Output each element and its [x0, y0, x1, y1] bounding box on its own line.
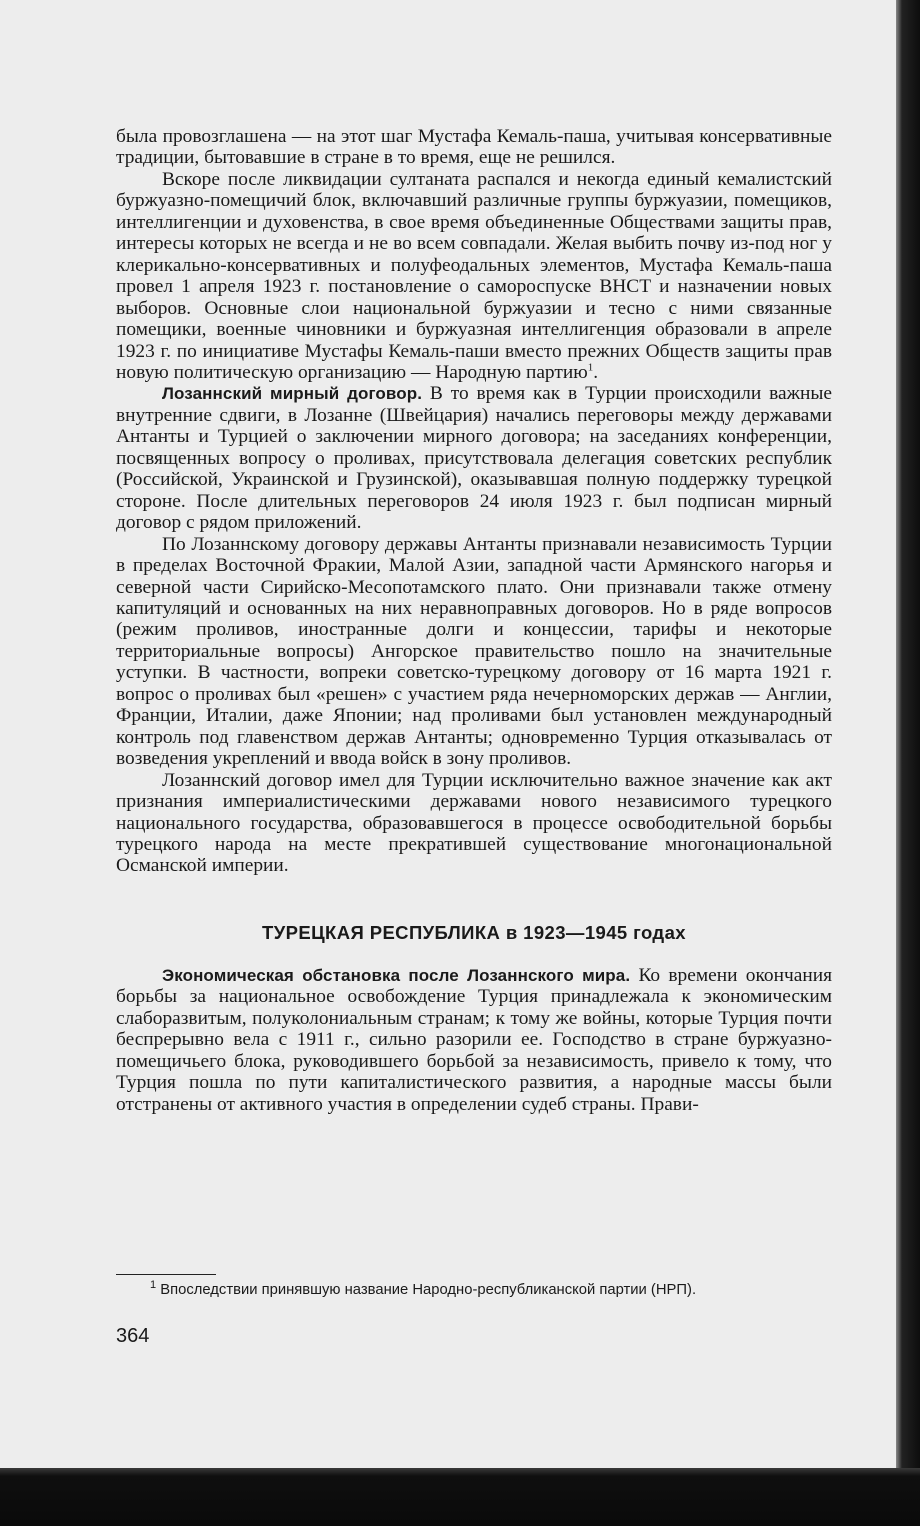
- scan-edge-right: [896, 0, 920, 1526]
- paragraph-economic-text: Ко времени окончания борьбы за национальное освобождение Турция принадлежала к экономическим слаборазвитым, полуколониальным странам; к тому же войны, которые Турция почти беспрерывно вела с 1911 г., сильно разорили ее. Господство в стране буржуазно-помещичьего блока, руководившего борьбой за независимость, привело к тому, что Турция пошла по пути капиталистического развития, а народные массы были отстранены от активного участия в определении судеб страны. Прави-: [116, 964, 832, 1115]
- page-body: [116, 126, 832, 1115]
- run-in-heading-economy: Экономическая обстановка после Лозаннского мира.: [162, 965, 631, 985]
- paragraph-economic-situation: [116, 965, 832, 1115]
- paragraph-sultanate: Вскоре после ликвидации султаната распался и некогда единый кемалистский буржуазно-помещичий блок, включавший различные группы буржуазии, помещиков, интеллигенции и духовенства, в свое время объединенные Обществами защиты прав, интересы которых не всегда и не во всем совпадали. Желая выбить почву из-под ног у клерикально-консервативных и полуфеодальных элементов, Мустафа Кемаль-паша провел 1 апреля 1923 г. постановление о самороспуске ВНСТ и назначении новых выборов. Основные слои национальной буржуазии и тесно с ними связанные помещики, военные чиновники и буржуазная интеллигенция образовали в апреле 1923 г. по инициативе Мустафы Кемаль-паши вместо прежних Обществ защиты прав новую политическую организацию — Народную партию$^1$.: [116, 168, 832, 383]
- page-number: 364: [116, 1325, 150, 1347]
- paragraph-sultanate-text: Вскоре после ликвидации султаната распался и некогда единый кемалистский буржуазно-помещичий блок, включавший различные группы буржуазии, помещиков, интеллигенции и духовенства, в свое время объединенные Обществами защиты прав, интересы которых не всегда и не во всем совпадали. Желая выбить почву из-под ног у клерикально-консервативных и полуфеодальных элементов, Мустафа Кемаль-паша провел 1 апреля 1923 г. постановление о самороспуске ВНСТ и назначении новых выборов. Основные слои национальной буржуазии и тесно с ними связанные помещики, военные чиновники и буржуазная интеллигенция образовали в апреле 1923 г. по инициативе Мустафы Кемаль-паши вместо прежних Обществ защиты прав новую политическую организацию — Народную партию: [116, 168, 832, 383]
- footnote-divider: [116, 1274, 216, 1275]
- section-heading: ТУРЕЦКАЯ РЕСПУБЛИКА в 1923—1945 годах: [262, 921, 686, 943]
- paragraph-treaty-significance: Лозаннский договор имел для Турции исключительно важное значение как акт признания империалистическими державами нового независимого турецкого национального государства, образовавшегося в процессе освободительной борьбы турецкого народа на месте прекратившей существование многонациональной Османской империи.: [116, 769, 832, 877]
- paragraph-continuation: была провозглашена — на этот шаг Мустафа Кемаль-паша, учитывая консервативные традиции, бытовавшие в стране в то время, еще не решился.: [116, 126, 832, 169]
- footnote-text: Впоследствии принявшую название Народно-республиканской партии (НРП).: [160, 1282, 697, 1298]
- paragraph-treaty-terms: По Лозаннскому договору державы Антанты признавали независимость Турции в пределах Восточной Фракии, Малой Азии, западной части Армянского нагорья и северной части Сирийско-Месопотамского плато. Они признавали также отмену капитуляций и основанных на них неравноправных договоров. Но в ряде вопросов (режим проливов, иностранные долги и концессии, тарифы и некоторые территориальные вопросы) Ангорское правительство пошло на значительные уступки. В частности, вопреки советско-турецкому договору от 16 марта 1921 г. вопрос о проливах был «решен» с участием ряда нечерноморских держав — Англии, Франции, Италии, даже Японии; над проливами был установлен международный контроль под главенством держав Антанты; одновременно Турция отказывалась от возведения укреплений и ввода войск в зону проливов.: [116, 533, 832, 770]
- paragraph-lausanne-text: В то время как в Турции происходили важные внутренние сдвиги, в Лозанне (Швейцария) начались переговоры между державами Антанты и Турцией о заключении мирного договора; на заседаниях конференции, посвященных вопросу о проливах, присутствовала делегация советских республик (Российской, Украинской и Грузинской), оказывавшая полную поддержку турецкой стороне. После длительных переговоров 24 июля 1923 г. был подписан мирный договор с рядом приложений.: [116, 383, 833, 534]
- run-in-heading-lausanne: Лозаннский мирный договор.: [162, 384, 423, 404]
- paragraph-lausanne-treaty: [116, 383, 832, 533]
- footnote: [150, 1280, 834, 1300]
- footnote-reference: 1: [587, 361, 594, 374]
- scan-edge-bottom: [0, 1468, 920, 1526]
- footnote-marker: 1: [150, 1279, 157, 1292]
